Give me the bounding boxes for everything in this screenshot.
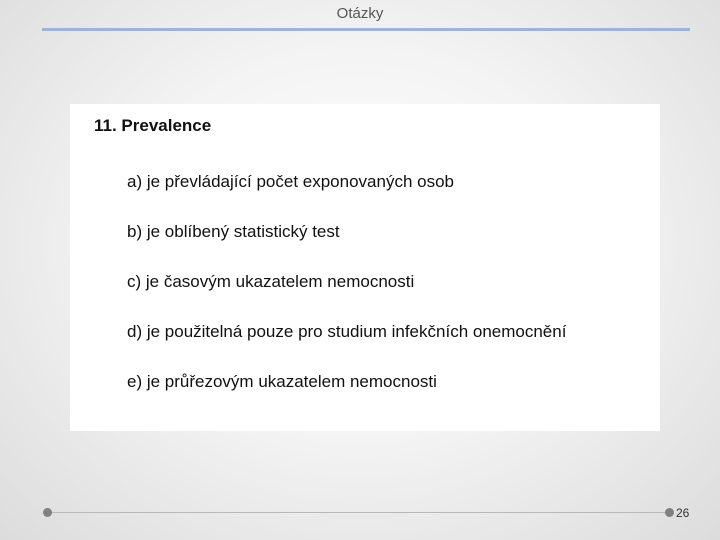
footer-divider — [48, 512, 668, 513]
footer-right-dot — [665, 508, 674, 517]
answer-option-e: e) je průřezovým ukazatelem nemocnosti — [127, 372, 437, 391]
answer-options — [127, 172, 566, 422]
answer-option-c: c) je časovým ukazatelem nemocnosti — [127, 272, 415, 291]
question-panel — [70, 104, 660, 431]
question-title: 11. Prevalence — [94, 116, 212, 135]
answer-option-d: d) je použitelná pouze pro studium infekčních onemocnění — [127, 322, 567, 341]
page-number: 26 — [676, 506, 690, 520]
answer-option-a: a) je převládající počet exponovaných osob — [127, 172, 454, 191]
title-underline — [42, 28, 690, 31]
slide-title: Otázky — [336, 5, 384, 22]
footer-left-dot — [43, 508, 52, 517]
answer-option-b: b) je oblíbený statistický test — [127, 222, 340, 241]
